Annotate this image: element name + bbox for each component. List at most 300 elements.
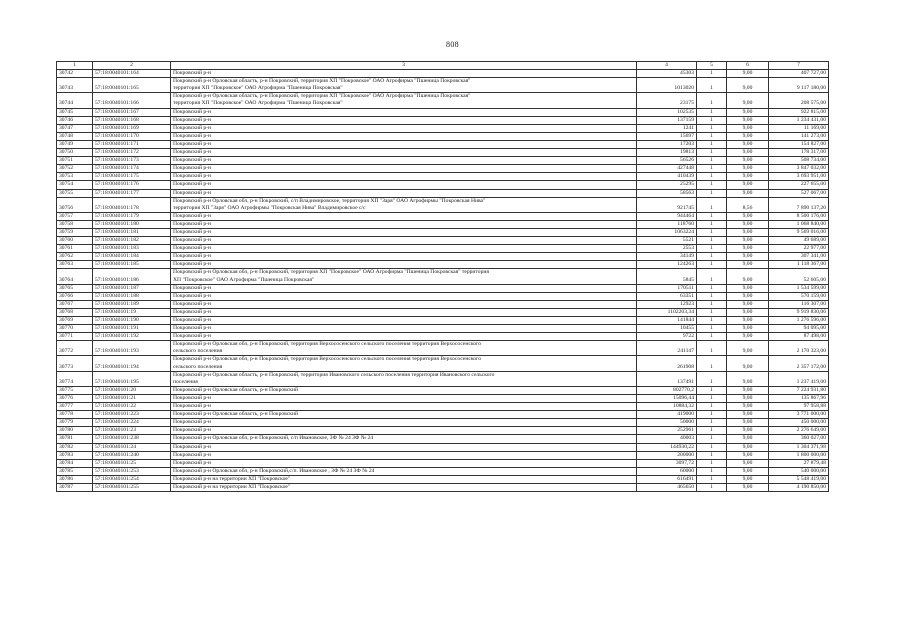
area-value: 465650 [637,483,697,491]
location-text: Покровский р-н [173,284,211,291]
area-value: 200000 [637,451,697,459]
table-body [57,70,829,492]
coefficient-value: 1 [697,124,727,132]
location-cell [171,197,637,212]
table-row [57,451,829,459]
area-value: 2553 [637,245,697,253]
table-row [57,308,829,316]
table-row [57,220,829,228]
cadastral-number: 57:18:0040101:22 [93,403,171,411]
rate-value: 9,00 [727,173,769,181]
area-value: 141844 [637,317,697,325]
location-text: Покровский р-н [173,149,211,156]
row-number: 30786 [57,475,93,483]
row-number: 30755 [57,189,93,197]
cadastral-value: 922 815,00 [769,108,829,116]
row-number: 30751 [57,157,93,165]
table-row [57,140,829,148]
cadastral-value: 9 919 830,06 [769,308,829,316]
row-number: 30744 [57,93,93,108]
location-text: Покровский р-н [173,140,211,147]
coefficient-value: 1 [697,292,727,300]
cadastral-number: 57:18:0040101:23 [93,427,171,435]
rate-value: 9,00 [727,435,769,443]
rate-value: 9,00 [727,149,769,157]
area-value: 10884,32 [637,403,697,411]
coefficient-value: 1 [697,132,727,140]
table-row [57,371,829,386]
area-value: 118760 [637,220,697,228]
area-value: 1013020 [637,78,697,93]
table-row [57,427,829,435]
area-value: 40003 [637,435,697,443]
table-row [57,317,829,325]
location-cell [171,427,637,435]
table-row [57,165,829,173]
row-number: 30785 [57,467,93,475]
coefficient-value: 1 [697,394,727,402]
location-text: Покровский р-н [173,157,211,164]
location-text: Покровский р-н Орловская область, р-н Покровский [173,411,298,418]
location-text: Покровский р-н [173,181,211,188]
area-value: 1063224 [637,228,697,236]
table-row [57,459,829,467]
cadastral-number: 57:18:0040101:240 [93,451,171,459]
cadastral-value: 22 977,00 [769,245,829,253]
table-row [57,116,829,124]
cadastral-value: 3 771 000,00 [769,411,829,419]
row-number: 30763 [57,261,93,269]
row-number: 30771 [57,333,93,341]
cadastral-number: 57:18:0040101:223 [93,411,171,419]
location-cell [171,435,637,443]
row-number: 30772 [57,341,93,356]
location-cell [171,116,637,124]
table-row [57,411,829,419]
page-number: 808 [446,40,459,49]
area-value: 144930,22 [637,443,697,451]
cadastral-value: 94 095,00 [769,325,829,333]
cadastral-number: 57:18:0040101:174 [93,165,171,173]
location-text: Покровский р-н [173,459,211,466]
location-text: Покровский р-н [173,308,211,315]
cadastral-value: 9 569 016,00 [769,228,829,236]
cadastral-number: 57:18:0040101:184 [93,253,171,261]
rate-value: 9,00 [727,70,769,78]
coefficient-value: 1 [697,317,727,325]
location-text: Покровский р-н [173,443,211,450]
row-number: 30779 [57,419,93,427]
area-value: 58563 [637,189,697,197]
cadastral-value: 227 655,00 [769,181,829,189]
rate-value: 9,00 [727,261,769,269]
cadastral-value: 135 867,96 [769,394,829,402]
cadastral-number: 57:18:0040101:183 [93,245,171,253]
location-text: Покровский р-н Орловская область, р-н Покровский, территория ХП "Покровское" ОАО Агрофирма "Пшеница Покровская" [173,93,471,100]
table-row [57,341,829,356]
area-value: 60000 [637,467,697,475]
table-row [57,394,829,402]
cadastral-number: 57:18:0040101:172 [93,149,171,157]
location-cell [171,212,637,220]
area-value: 102535 [637,108,697,116]
coefficient-value: 1 [697,220,727,228]
cadastral-number: 57:18:0040101:167 [93,108,171,116]
rate-value: 9,00 [727,93,769,108]
rate-value: 9,00 [727,325,769,333]
row-number: 30774 [57,371,93,386]
area-value: 25295 [637,181,697,189]
coefficient-value: 1 [697,269,727,284]
area-value: 616491 [637,475,697,483]
area-value: 50000 [637,419,697,427]
row-number: 30769 [57,317,93,325]
rate-value: 9,00 [727,411,769,419]
location-cell [171,443,637,451]
row-number: 30749 [57,140,93,148]
cadastral-number: 57:18:0040101:164 [93,70,171,78]
table-row [57,386,829,394]
area-value: 3097,72 [637,459,697,467]
location-cell [171,165,637,173]
rate-value: 9,00 [727,371,769,386]
rate-value: 9,00 [727,245,769,253]
rate-value: 9,00 [727,212,769,220]
location-cell [171,93,637,108]
coefficient-value: 1 [697,333,727,341]
cadastral-value: 508 734,00 [769,157,829,165]
cadastral-value: 2 357 172,00 [769,356,829,371]
coefficient-value: 1 [697,189,727,197]
cadastral-number: 57:18:0040101:21 [93,394,171,402]
rate-value: 9,00 [727,317,769,325]
row-number: 30745 [57,108,93,116]
row-number: 30742 [57,70,93,78]
coefficient-value: 1 [697,284,727,292]
cadastral-value: 8 500 176,00 [769,212,829,220]
rate-value: 9,00 [727,292,769,300]
coefficient-value: 1 [697,325,727,333]
location-cell [171,371,637,386]
cadastral-value: 1 800 000,00 [769,451,829,459]
table-row [57,325,829,333]
location-text: Покровский р-н Орловская область, р-н Покровский, территория ХП "Покровское" ОАО Агрофирма "Пшеница Покровская" [173,78,471,85]
cadastral-value: 1 304 371,98 [769,443,829,451]
location-cell [171,253,637,261]
row-number: 30757 [57,212,93,220]
column-header: 5 [697,62,727,70]
cadastral-value: 9 117 180,00 [769,78,829,93]
cadastral-value: 11 169,00 [769,124,829,132]
cadastral-number: 57:18:0040101:173 [93,157,171,165]
coefficient-value: 1 [697,435,727,443]
location-cell [171,292,637,300]
cadastral-number: 57:18:0040101:168 [93,116,171,124]
area-value: 410439 [637,173,697,181]
cadastral-value: 570 159,00 [769,292,829,300]
column-header: 3 [171,62,637,70]
location-cell [171,269,637,284]
location-cell [171,189,637,197]
location-text: Покровский р-н [173,292,211,299]
coefficient-value: 1 [697,427,727,435]
column-header: 7 [769,62,829,70]
location-cell [171,403,637,411]
cadastral-value: 116 307,00 [769,300,829,308]
coefficient-value: 1 [697,70,727,78]
location-text: Покровский р-н [173,245,211,252]
location-cell [171,341,637,356]
location-cell [171,325,637,333]
location-text: Покровский р-н [173,70,211,77]
location-text: территория ХП "Покровское" ОАО Агрофирма "Пшеница Покровская" [173,100,343,107]
rate-value: 9,00 [727,116,769,124]
table-row [57,443,829,451]
area-value: 137491 [637,371,697,386]
row-number: 30775 [57,386,93,394]
rate-value: 9,00 [727,459,769,467]
coefficient-value: 1 [697,181,727,189]
area-value: 5521 [637,237,697,245]
location-text: Покровский р-н [173,261,211,268]
row-number: 30768 [57,308,93,316]
cadastral-number: 57:18:0040101:182 [93,237,171,245]
location-text: Покровский р-н Орловская обл, р-н Покровский, с/п Ивановское, ЗФ № 24 ЗФ № 24 [173,435,374,442]
location-cell [171,394,637,402]
table-row [57,197,829,212]
cadastral-value: 1 276 596,00 [769,317,829,325]
coefficient-value: 1 [697,237,727,245]
cadastral-value: 154 827,00 [769,140,829,148]
row-number: 30784 [57,459,93,467]
row-number: 30746 [57,116,93,124]
table-row [57,245,829,253]
cadastral-number: 57:18:0040101:165 [93,78,171,93]
table-row [57,157,829,165]
rate-value: 9,00 [727,237,769,245]
location-cell [171,467,637,475]
cadastral-number: 57:18:0040101:190 [93,317,171,325]
location-text: Покровский р-н [173,253,211,260]
cadastral-value: 1 534 599,00 [769,284,829,292]
table-row [57,237,829,245]
coefficient-value: 1 [697,173,727,181]
location-text: поселения [173,378,198,385]
coefficient-value: 1 [697,475,727,483]
cadastral-number: 57:18:0040101:224 [93,419,171,427]
location-cell [171,173,637,181]
rate-value: 9,00 [727,78,769,93]
location-cell [171,132,637,140]
cadastral-value: 1 118 367,00 [769,261,829,269]
cadastral-number: 57:18:0040101:255 [93,483,171,491]
location-cell [171,78,637,93]
table-row [57,93,829,108]
table-header-row [57,62,829,70]
rate-value: 9,00 [727,403,769,411]
location-cell [171,475,637,483]
location-text: Покровский р-н [173,173,211,180]
location-text: Покровский р-н [173,427,211,434]
cadastral-number: 57:18:0040101:185 [93,261,171,269]
row-number: 30787 [57,483,93,491]
location-text: Покровский р-н [173,451,211,458]
row-number: 30777 [57,403,93,411]
area-value: 15096,44 [637,394,697,402]
location-cell [171,245,637,253]
row-number: 30747 [57,124,93,132]
rate-value: 9,00 [727,140,769,148]
area-value: 427448 [637,165,697,173]
row-number: 30752 [57,165,93,173]
area-value: 944464 [637,212,697,220]
cadastral-number: 57:18:0040101:181 [93,228,171,236]
area-value: 124263 [637,261,697,269]
cadastral-number: 57:18:0040101:238 [93,435,171,443]
location-cell [171,181,637,189]
location-text: Покровский р-н Орловская обл, р-н Покровский, территория Верхососенского сельского поселения территория Верхососенского [173,356,482,363]
table-row [57,284,829,292]
location-cell [171,70,637,78]
cadastral-value: 2 276 649,00 [769,427,829,435]
table-row [57,149,829,157]
coefficient-value: 1 [697,149,727,157]
location-text: Покровский р-н Орловская обл, р-н Покровский, территория ХП "Покровское" ОАО Агрофирма "Пшеница Покровская" территория [173,269,489,276]
cadastral-number: 57:18:0040101:194 [93,356,171,371]
location-text: Покровский р-н [173,132,211,139]
cadastral-number: 57:18:0040101:192 [93,333,171,341]
rate-value: 9,00 [727,220,769,228]
location-cell [171,140,637,148]
rate-value: 9,00 [727,308,769,316]
coefficient-value: 1 [697,403,727,411]
coefficient-value: 1 [697,356,727,371]
location-cell [171,419,637,427]
cadastral-value: 450 000,00 [769,419,829,427]
location-cell [171,157,637,165]
cadastral-value: 1 068 840,00 [769,220,829,228]
location-cell [171,386,637,394]
location-text: Покровский р-н на территории ХП "Покровское" [173,483,291,490]
coefficient-value: 1 [697,165,727,173]
location-text: Покровский р-н [173,228,211,235]
cadastral-value: 52 605,00 [769,269,829,284]
area-value: 17203 [637,140,697,148]
table-row [57,333,829,341]
cadastral-value: 87 498,00 [769,333,829,341]
location-cell [171,483,637,491]
rate-value: 9,00 [727,443,769,451]
location-cell [171,356,637,371]
location-text: территория ХП "Заря" ОАО Агрофирмы "Покровская Нива" Владимировское с/с [173,204,366,211]
location-text: Покровский р-н Орловская обл, р-н Покровский,с/п. Ивановское , ЗФ № 24 ЗФ № 24 [173,467,375,474]
location-cell [171,237,637,245]
location-text: Покровский р-н на территории ХП "Покровское" [173,475,291,482]
coefficient-value: 1 [697,245,727,253]
row-number: 30764 [57,269,93,284]
coefficient-value: 1 [697,483,727,491]
cadastral-number: 57:18:0040101:25 [93,459,171,467]
area-value: 9722 [637,333,697,341]
table-row [57,403,829,411]
table-row [57,189,829,197]
cadastral-number: 57:18:0040101:189 [93,300,171,308]
location-text: Покровский р-н [173,220,211,227]
cadastral-value: 360 027,00 [769,435,829,443]
row-number: 30750 [57,149,93,157]
coefficient-value: 1 [697,467,727,475]
coefficient-value: 1 [697,197,727,212]
table-row [57,78,829,93]
rate-value: 9,00 [727,483,769,491]
cadastral-number: 57:18:0040101:24 [93,443,171,451]
row-number: 30767 [57,300,93,308]
location-text: Покровский р-н [173,124,211,131]
location-text: Покровский р-н [173,419,211,426]
coefficient-value: 1 [697,300,727,308]
cadastral-value: 1 234 431,00 [769,116,829,124]
row-number: 30754 [57,181,93,189]
area-value: 252961 [637,427,697,435]
rate-value: 9,00 [727,467,769,475]
coefficient-value: 1 [697,386,727,394]
area-value: 1241 [637,124,697,132]
cadastral-value: 527 067,00 [769,189,829,197]
cadastral-number: 57:18:0040101:188 [93,292,171,300]
cadastral-number: 57:18:0040101:179 [93,212,171,220]
cadastral-value: 208 575,00 [769,93,829,108]
location-cell [171,124,637,132]
table-row [57,108,829,116]
location-cell [171,228,637,236]
table-row [57,124,829,132]
rate-value: 9,00 [727,132,769,140]
cadastral-number: 57:18:0040101:254 [93,475,171,483]
area-value: 23175 [637,93,697,108]
row-number: 30782 [57,443,93,451]
coefficient-value: 1 [697,261,727,269]
cadastral-number: 57:18:0040101:176 [93,181,171,189]
cadastral-number: 57:18:0040101:180 [93,220,171,228]
coefficient-value: 1 [697,308,727,316]
location-cell [171,308,637,316]
location-cell [171,459,637,467]
cadastral-number: 57:18:0040101:169 [93,124,171,132]
cadastral-value: 407 727,00 [769,70,829,78]
rate-value: 9,00 [727,253,769,261]
location-cell [171,261,637,269]
cadastral-value: 7 890 137,20 [769,197,829,212]
location-text: ХП "Покровское" ОАО Агрофирма "Пшеница Покровская" [173,276,315,283]
column-header: 6 [727,62,769,70]
coefficient-value: 1 [697,228,727,236]
area-value: 19813 [637,149,697,157]
location-cell [171,411,637,419]
table-row [57,483,829,491]
cadastral-value: 7 224 931,80 [769,386,829,394]
area-value: 241147 [637,341,697,356]
location-cell [171,317,637,325]
rate-value: 9,00 [727,228,769,236]
table-row [57,173,829,181]
area-value: 63351 [637,292,697,300]
location-text: Покровский р-н Орловская область, р-н Покровский [173,386,298,393]
table-row [57,356,829,371]
cadastral-value: 49 689,00 [769,237,829,245]
coefficient-value: 1 [697,108,727,116]
coefficient-value: 1 [697,116,727,124]
cadastral-value: 1 237 419,00 [769,371,829,386]
